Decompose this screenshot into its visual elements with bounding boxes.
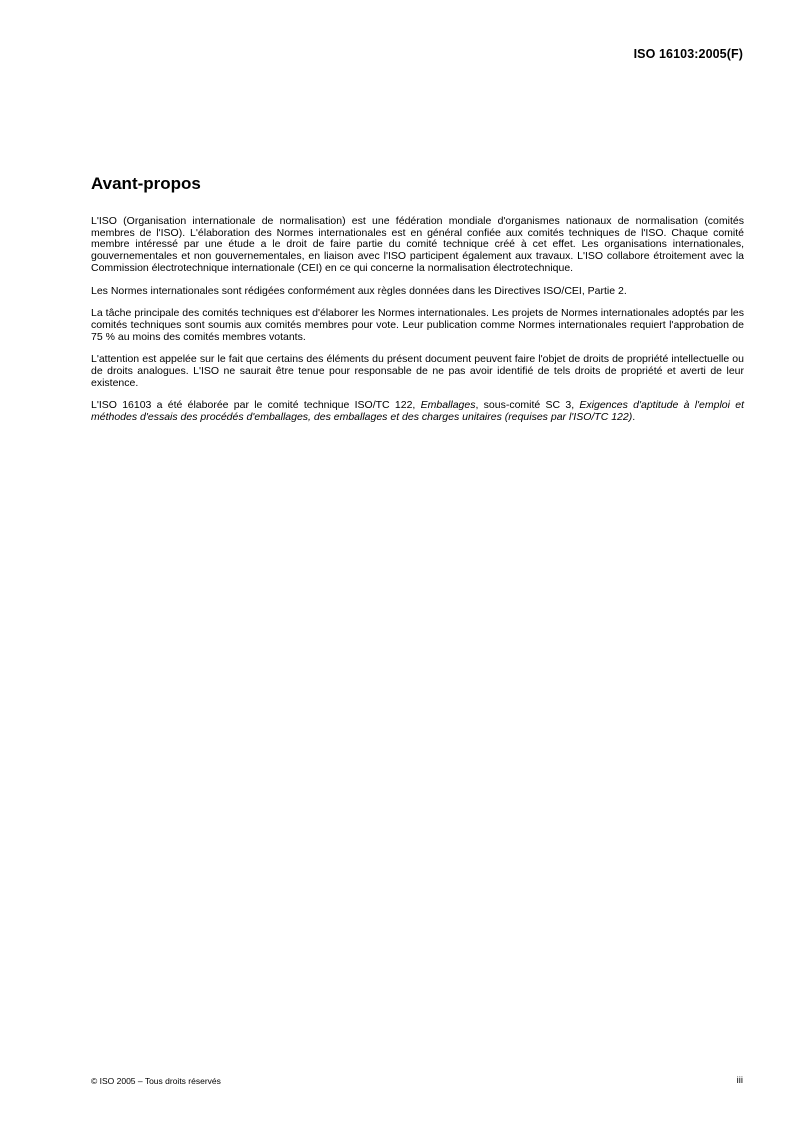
foreword-body xyxy=(91,216,744,435)
preparation-text-3: . xyxy=(632,411,636,424)
paragraph-technical-committees: La tâche principale des comités techniques est d'élaborer les Normes internationales. Les projets de Normes internationales adoptés par les comités techniques sont soumis aux comités membres pour vote. Leur publication comme Normes internationales requiert l'approbation de 75 % au moins des comités membres votants. xyxy=(91,307,744,343)
preparation-text-2: , sous-comité SC 3, xyxy=(475,399,580,412)
page-header-document-id: ISO 16103:2005(F) xyxy=(633,47,743,61)
preparation-text-1: L'ISO 16103 a été élaborée par le comité technique ISO/TC 122, xyxy=(91,399,421,412)
footer-page-number: iii xyxy=(736,1075,743,1086)
section-title: Avant-propos xyxy=(91,174,201,193)
paragraph-preparation xyxy=(91,400,744,423)
paragraph-directives: Les Normes internationales sont rédigées conformément aux règles données dans les Directives ISO/CEI, Partie 2. xyxy=(91,284,627,297)
committee-name: Emballages xyxy=(420,399,476,412)
footer-copyright: © ISO 2005 – Tous droits réservés xyxy=(91,1076,221,1086)
paragraph-patent-rights: L'attention est appelée sur le fait que certains des éléments du présent document peuvent faire l'objet de droits de propriété intellectuelle ou de droits analogues. L'ISO ne saurait être tenue pour responsable de ne pas avoir identifié de tels droits de propriété et averti de leur existence. xyxy=(91,353,744,389)
subcommittee-name: Exigences d'aptitude à l'emploi et méthodes d'essais des procédés d'emballages, des emballages et des charges unitaires (requises par l'ISO/TC 122) xyxy=(91,399,745,424)
paragraph-iso-description: L'ISO (Organisation internationale de normalisation) est une fédération mondiale d'organismes nationaux de normalisation (comités membres de l'ISO). L'élaboration des Normes internationales est en général confiée aux comités techniques de l'ISO. Chaque comité membre intéressé par une étude a le droit de faire partie du comité technique créé à cet effet. Les organisations internationales, gouvernementales et non gouvernementales, en liaison avec l'ISO participent également aux travaux. L'ISO collabore étroitement avec la Commission électrotechnique internationale (CEI) en ce qui concerne la normalisation électrotechnique. xyxy=(91,215,744,274)
